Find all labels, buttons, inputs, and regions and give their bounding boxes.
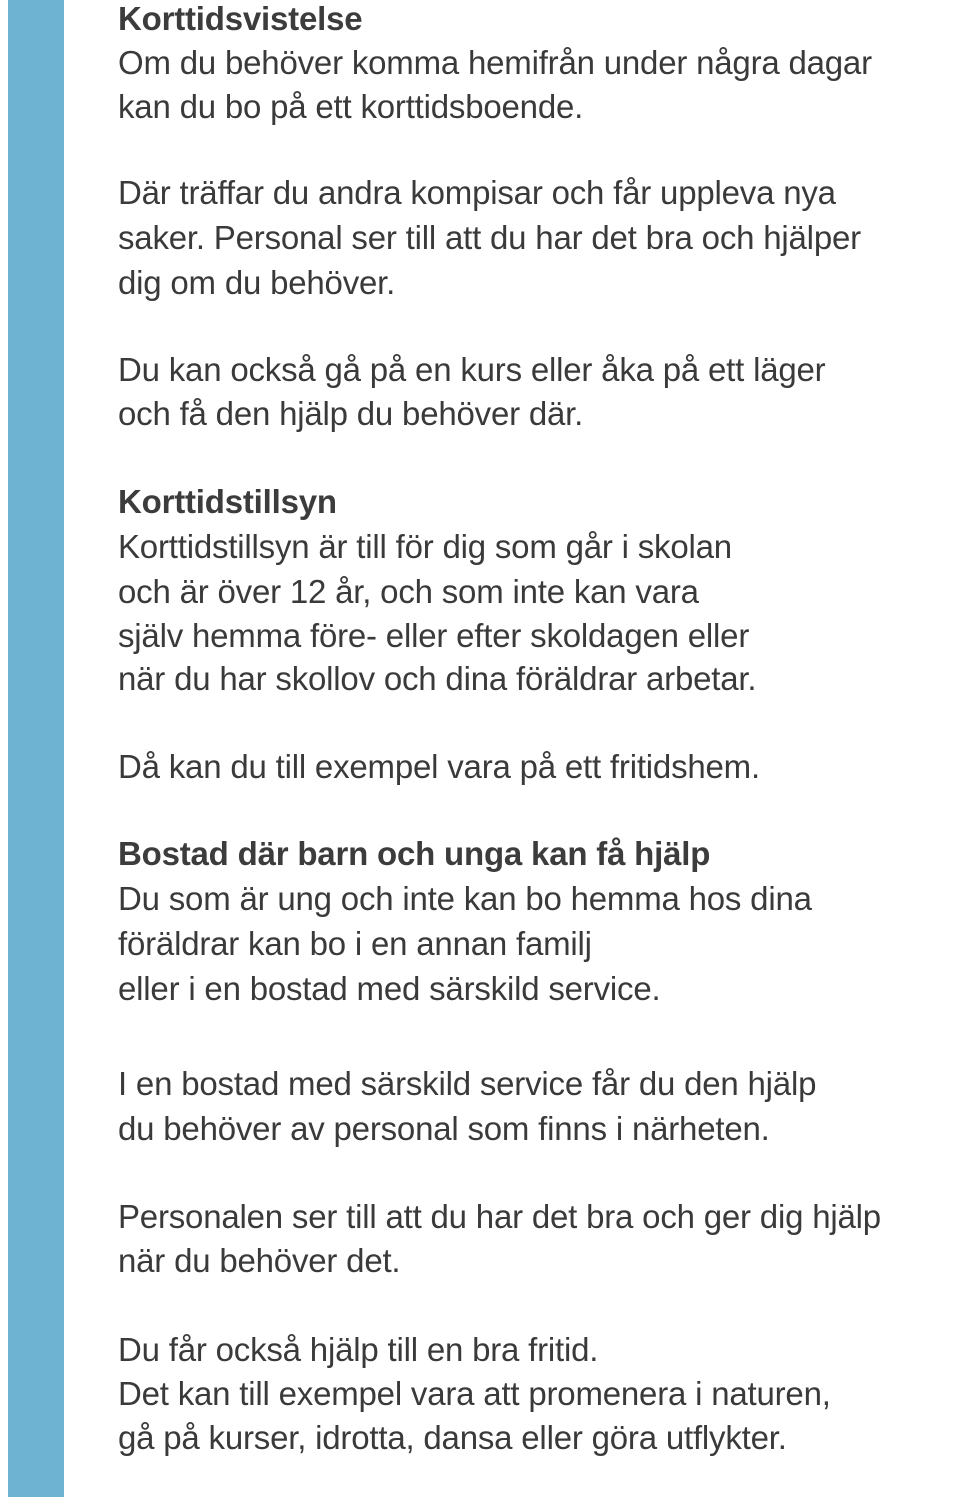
paragraph-line: Det kan till exempel vara att promenera i naturen, xyxy=(118,1375,831,1412)
paragraph-line: när du har skollov och dina föräldrar arbetar. xyxy=(118,660,757,697)
heading-bostad: Bostad där barn och unga kan få hjälp xyxy=(118,835,711,872)
paragraph-line: och är över 12 år, och som inte kan vara xyxy=(118,573,699,610)
paragraph-line: själv hemma före- eller efter skoldagen eller xyxy=(118,617,750,654)
paragraph-line: och få den hjälp du behöver där. xyxy=(118,395,584,432)
paragraph-line: I en bostad med särskild service får du den hjälp xyxy=(118,1065,817,1102)
side-accent-bar xyxy=(8,0,64,1497)
paragraph-line: Om du behöver komma hemifrån under några dagar xyxy=(118,44,872,81)
paragraph-line: när du behöver det. xyxy=(118,1242,401,1279)
paragraph-line: eller i en bostad med särskild service. xyxy=(118,970,661,1007)
paragraph-line: Du som är ung och inte kan bo hemma hos dina xyxy=(118,880,812,917)
paragraph-line: föräldrar kan bo i en annan familj xyxy=(118,925,592,962)
paragraph-line: Du får också hjälp till en bra fritid. xyxy=(118,1331,599,1368)
paragraph-line: Korttidstillsyn är till för dig som går i skolan xyxy=(118,528,732,565)
paragraph-line: Då kan du till exempel vara på ett fritidshem. xyxy=(118,748,760,785)
paragraph-line: kan du bo på ett korttidsboende. xyxy=(118,88,584,125)
paragraph-line: gå på kurser, idrotta, dansa eller göra utflykter. xyxy=(118,1419,787,1456)
paragraph-line: dig om du behöver. xyxy=(118,264,396,301)
paragraph-line: Personalen ser till att du har det bra och ger dig hjälp xyxy=(118,1198,881,1235)
paragraph-line: Där träffar du andra kompisar och får uppleva nya xyxy=(118,174,836,211)
heading-korttidsvistelse: Korttidsvistelse xyxy=(118,0,363,37)
paragraph-line: Du kan också gå på en kurs eller åka på ett läger xyxy=(118,351,826,388)
heading-korttidstillsyn: Korttidstillsyn xyxy=(118,483,337,520)
paragraph-line: du behöver av personal som finns i närheten. xyxy=(118,1110,770,1147)
paragraph-line: saker. Personal ser till att du har det bra och hjälper xyxy=(118,219,861,256)
